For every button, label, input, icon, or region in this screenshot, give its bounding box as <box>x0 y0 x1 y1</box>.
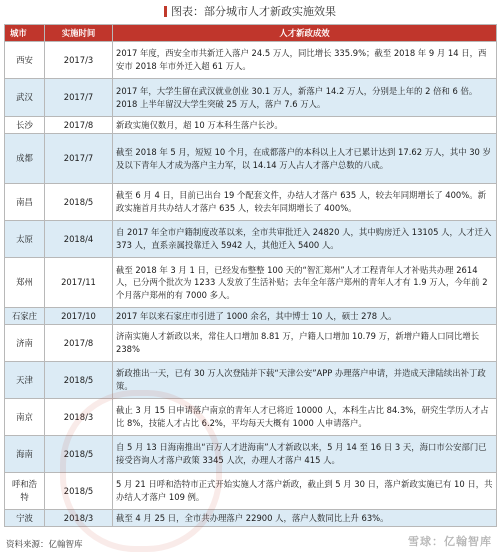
table-row <box>5 258 497 308</box>
header-effect: 人才新政成效 <box>113 25 497 42</box>
cell-date: 2018/4 <box>45 221 113 258</box>
table-row <box>5 362 497 399</box>
cell-desc: 2017 年以来石家庄市引进了 1000 余名，其中博士 10 人，硕士 278 人。 <box>113 308 497 325</box>
cell-desc: 截至 6 月 4 日，目前已出台 19 个配套文件，办结人才落户 635 人，较去年同期增长了 400%。新政实施首月共办结人才落户 635 人，较去年同期增长了 400%。 <box>113 184 497 221</box>
cell-desc: 济南实施人才新政以来，常住人口增加 8.81 万，户籍人口增加 10.79 万，新增户籍人口同比增长 238% <box>113 325 497 362</box>
table-row <box>5 221 497 258</box>
header-city: 城市 <box>5 25 45 42</box>
cell-date: 2018/3 <box>45 510 113 527</box>
cell-date: 2018/5 <box>45 473 113 510</box>
cell-desc: 新政推出一天，已有 30 万人次登陆并下载“天津公安”APP 办理落户申请，并造成天津陆续出补丁政策。 <box>113 362 497 399</box>
table-row <box>5 510 497 527</box>
table-row <box>5 42 497 79</box>
cell-date: 2017/7 <box>45 79 113 117</box>
chart-title: 图表：部分城市人才新政实施效果 <box>171 5 336 18</box>
title-accent-bar <box>164 6 167 17</box>
cell-date: 2017/10 <box>45 308 113 325</box>
cell-date: 2018/3 <box>45 399 113 436</box>
cell-date: 2017/3 <box>45 42 113 79</box>
cell-city: 长沙 <box>5 117 45 134</box>
table-row <box>5 134 497 184</box>
cell-desc: 截至 2018 年 5 月，短短 10 个月，在成都落户的本科以上人才已累计达到 17.62 万人，其中 30 岁及以下青年人才成为落户主力军，以 14.14 万人占人才落户总数的八成。 <box>113 134 497 184</box>
cell-date: 2017/8 <box>45 325 113 362</box>
cell-date: 2018/5 <box>45 362 113 399</box>
table-row <box>5 399 497 436</box>
chart-title-row <box>0 0 500 22</box>
cell-city: 呼和浩特 <box>5 473 45 510</box>
cell-date: 2018/5 <box>45 184 113 221</box>
table-row <box>5 117 497 134</box>
table-row <box>5 436 497 473</box>
cell-desc: 自 5 月 13 日海南推出“百万人才进海南”人才新政以来，5 月 14 至 16 日 3 天，海口市公安部门已接受咨询人才落户政策 3345 人次，办理人才落户 415 人。 <box>113 436 497 473</box>
cell-date: 2017/8 <box>45 117 113 134</box>
table-row <box>5 325 497 362</box>
header-date: 实施时间 <box>45 25 113 42</box>
table-row <box>5 184 497 221</box>
cell-desc: 2017 年，大学生留在武汉就业创业 30.1 万人，新落户 14.2 万人，分别是上年的 2 倍和 6 倍。2018 上半年留汉大学生突破 25 万人，落户 7.6 万人。 <box>113 79 497 117</box>
cell-city: 太原 <box>5 221 45 258</box>
cell-desc: 截至 4 月 25 日，全市共办理落户 22900 人，落户人数同比上升 63%。 <box>113 510 497 527</box>
cell-desc: 5 月 21 日呼和浩特市正式开始实施人才落户新政，截止到 5 月 30 日，落户新政实施已有 10 日，共办结人才落户 109 例。 <box>113 473 497 510</box>
cell-desc: 自 2017 年全市户籍制度改革以来，全市共审批迁入 24820 人，其中购房迁入 13105 人，人才迁入 373 人，直系亲属投靠迁入 5942 人，其他迁入 5400 人。 <box>113 221 497 258</box>
cell-desc: 2017 年度，西安全市共新迁入落户 24.5 万人，同比增长 335.9%；截至 2018 年 9 月 14 日，西安市 2018 年市外迁入超 61 万人。 <box>113 42 497 79</box>
policy-effects-table <box>4 24 497 527</box>
table-row <box>5 473 497 510</box>
cell-city: 南京 <box>5 399 45 436</box>
cell-city: 石家庄 <box>5 308 45 325</box>
cell-city: 天津 <box>5 362 45 399</box>
cell-city: 宁波 <box>5 510 45 527</box>
table-row <box>5 308 497 325</box>
cell-desc: 截至 2018 年 3 月 1 日，已经发布整整 100 天的“智汇郑州”人才工程青年人才补贴共办理 2614 人，已分两个批次为 1233 人发放了生活补贴；去年全年落户郑州的青年人才有 1.9 万人，今年前 2 个月落户郑州的有 7000 多人。 <box>113 258 497 308</box>
cell-date: 2017/7 <box>45 134 113 184</box>
cell-city: 西安 <box>5 42 45 79</box>
cell-city: 南昌 <box>5 184 45 221</box>
cell-desc: 新政实施仅数月，超 10 万本科生落户长沙。 <box>113 117 497 134</box>
cell-city: 成都 <box>5 134 45 184</box>
source-note: 资料来源：亿翰智库 <box>6 540 83 550</box>
cell-city: 郑州 <box>5 258 45 308</box>
cell-desc: 截止 3 月 15 日申请落户南京的青年人才已将近 10000 人，本科生占比 84.3%，研究生学历人才占比 8%，技能人才占比 6.2%，平均每天大概有 1000 人申请落户。 <box>113 399 497 436</box>
cell-date: 2017/11 <box>45 258 113 308</box>
table-row <box>5 79 497 117</box>
cell-date: 2018/5 <box>45 436 113 473</box>
cell-city: 武汉 <box>5 79 45 117</box>
cell-city: 济南 <box>5 325 45 362</box>
watermark-text: 雪球：亿翰智库 <box>408 535 492 548</box>
table-header-row <box>5 25 497 42</box>
cell-city: 海南 <box>5 436 45 473</box>
